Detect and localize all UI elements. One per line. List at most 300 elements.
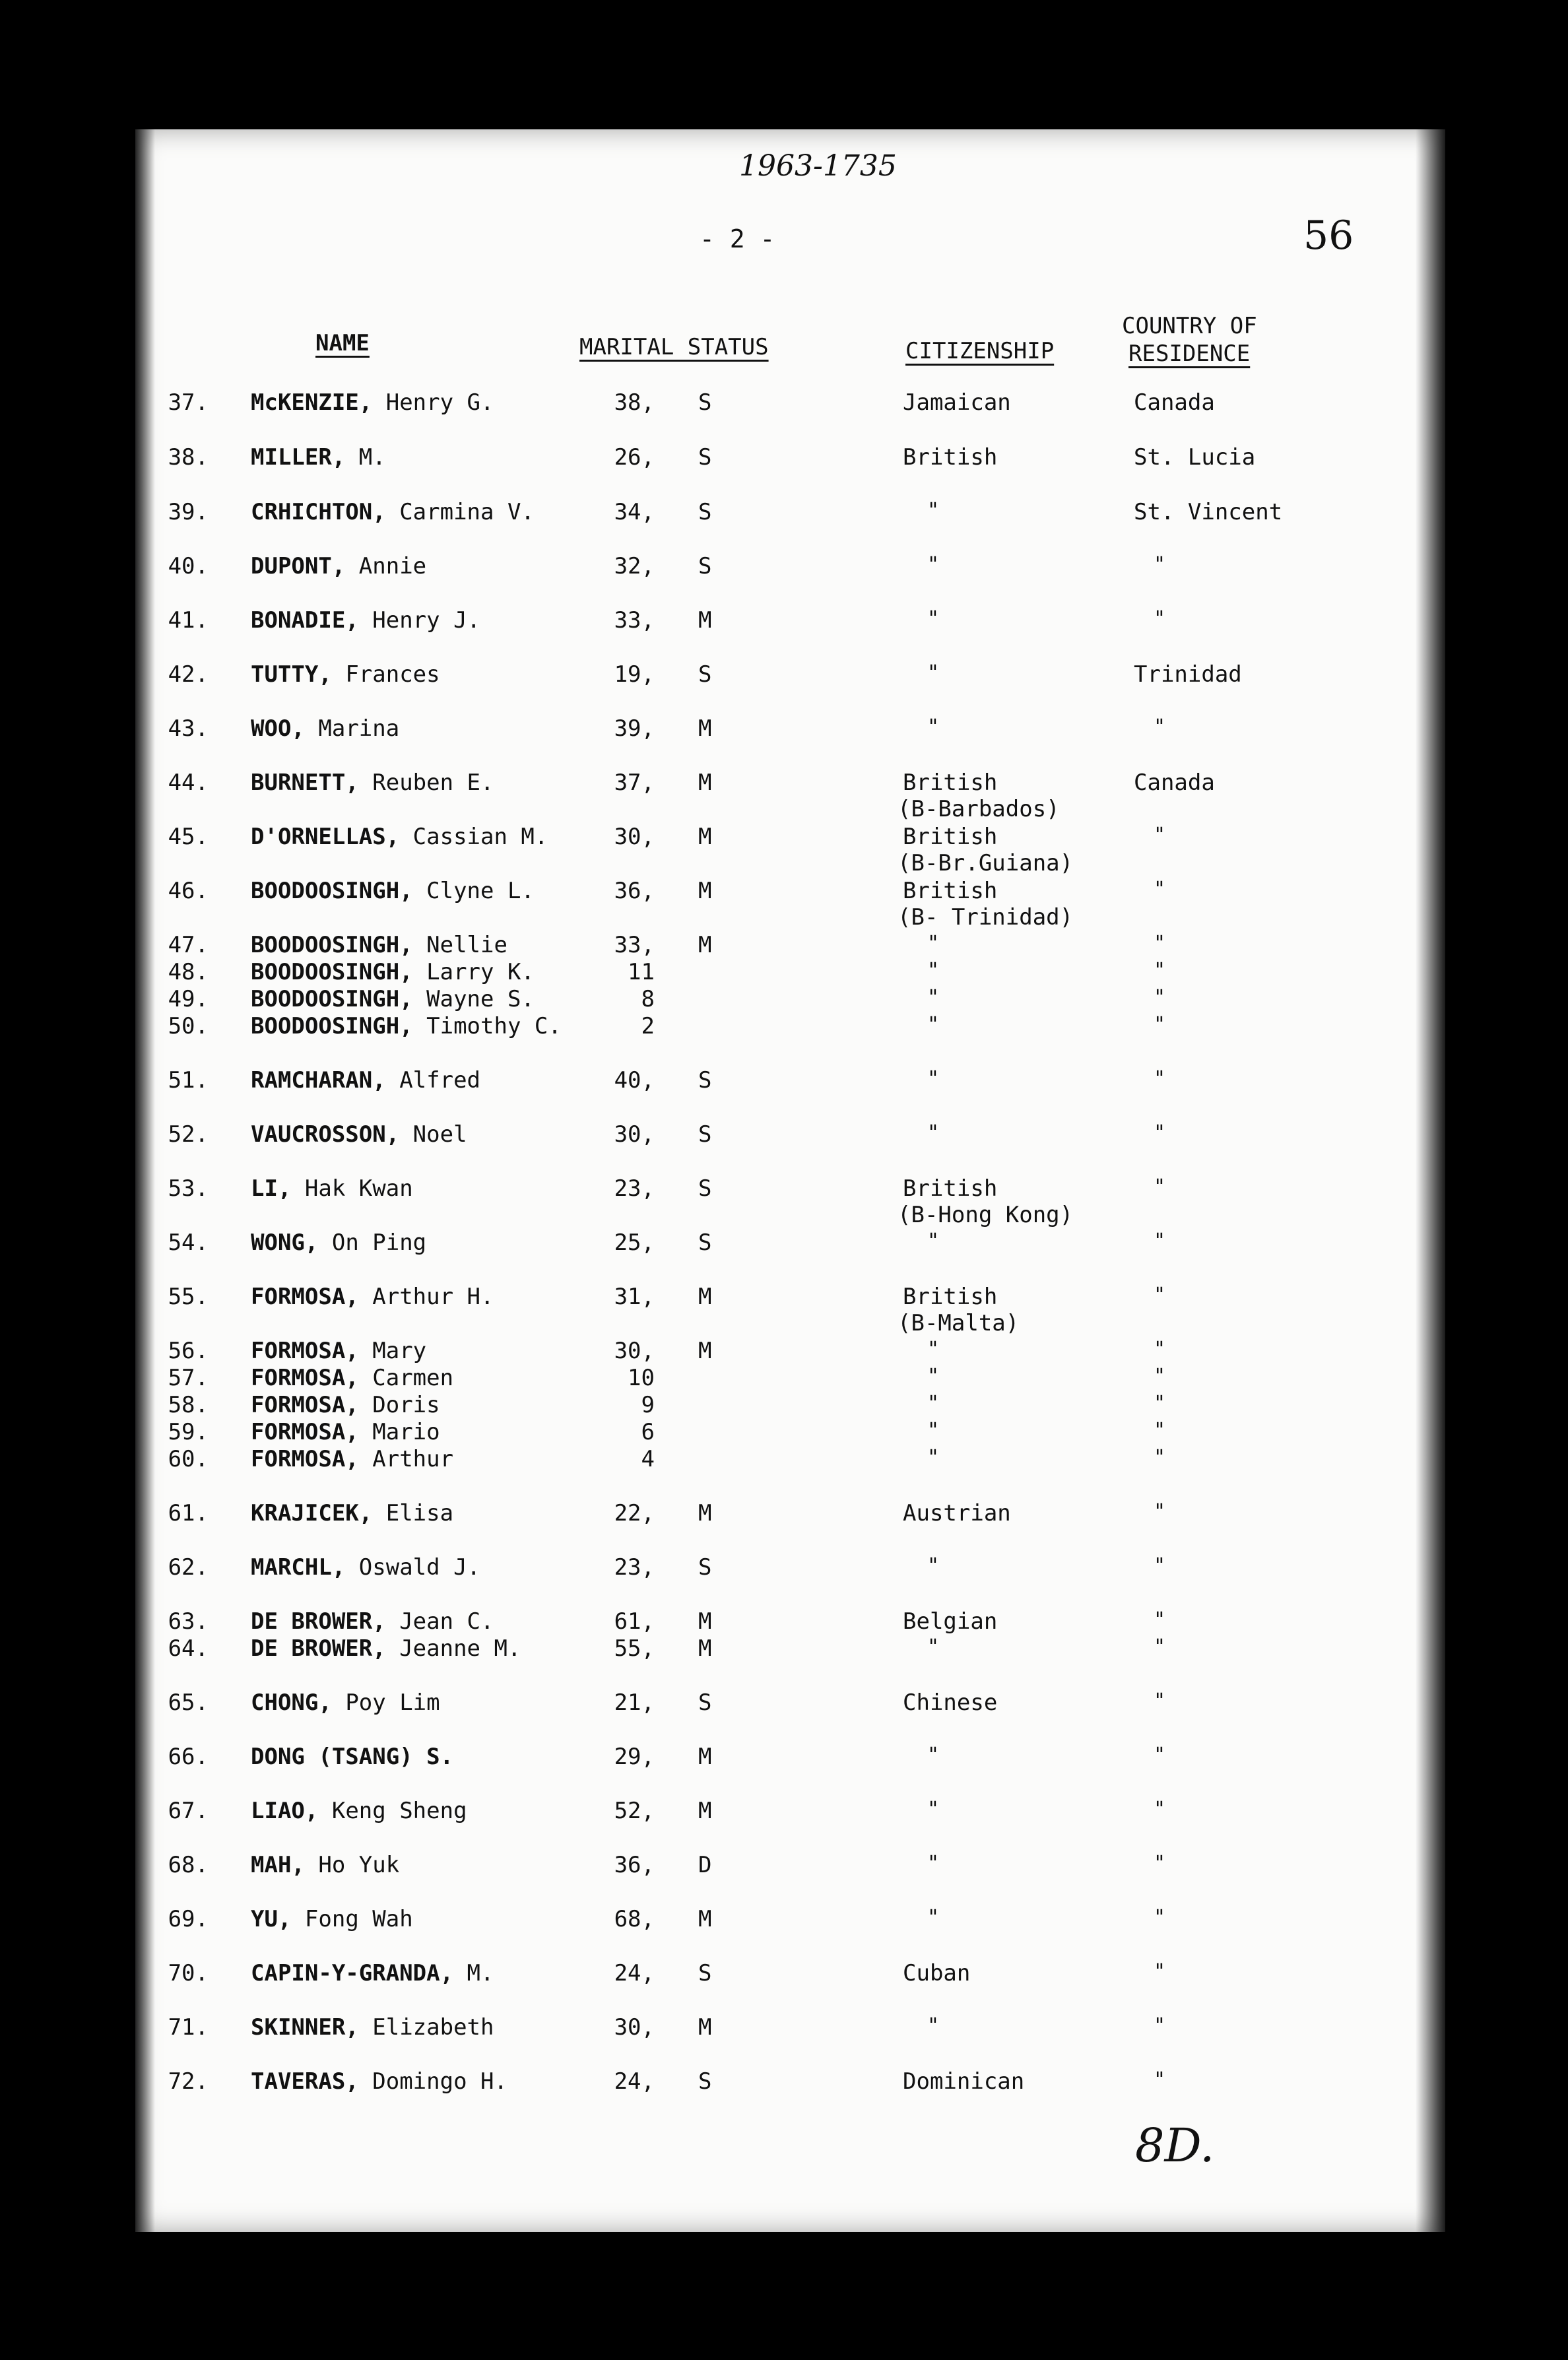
citizenship: British <box>903 770 998 796</box>
citizenship-note: (B-Br.Guiana) <box>898 850 1074 876</box>
surname: TUTTY, <box>251 661 332 688</box>
age: 30, <box>614 1338 655 1364</box>
country-of-residence: " <box>1154 1229 1166 1253</box>
surname: BOODOOSINGH, <box>251 1013 413 1039</box>
row-number: 55. <box>168 1284 209 1310</box>
citizenship: " <box>927 1419 940 1442</box>
row-number: 59. <box>168 1419 209 1445</box>
country-of-residence: " <box>1154 1365 1166 1388</box>
given-name: Nellie <box>426 932 507 958</box>
country-of-residence: " <box>1154 1338 1166 1361</box>
surname: DE BROWER, <box>251 1635 386 1662</box>
page-number: 56 <box>1303 213 1354 259</box>
table-row <box>0 1906 1568 1932</box>
person-name <box>251 1635 521 1662</box>
row-number: 51. <box>168 1067 209 1094</box>
marital-status: S <box>698 389 712 416</box>
row-number: 41. <box>168 607 209 634</box>
row-number: 68. <box>168 1852 209 1878</box>
surname: VAUCROSSON, <box>251 1121 400 1148</box>
citizenship: " <box>927 1798 940 1821</box>
given-name: Annie <box>358 553 427 579</box>
surname: BOODOOSINGH, <box>251 932 413 958</box>
citizenship: " <box>927 1365 940 1388</box>
row-number: 70. <box>168 1960 209 1986</box>
surname: BOODOOSINGH, <box>251 986 413 1012</box>
marital-status: M <box>698 770 712 796</box>
surname: D'ORNELLAS, <box>251 824 400 850</box>
table-row <box>0 607 1568 634</box>
marital-status: M <box>698 715 712 742</box>
given-name: Clyne L. <box>426 878 535 904</box>
age: 24, <box>614 1960 655 1986</box>
surname: SKINNER, <box>251 2014 359 2041</box>
table-row <box>0 1419 1568 1445</box>
row-number: 54. <box>168 1229 209 1256</box>
given-name: Fong Wah <box>304 1906 413 1932</box>
person-name <box>251 1229 426 1256</box>
table-row <box>0 1392 1568 1418</box>
country-of-residence: " <box>1154 1392 1166 1415</box>
age: 34, <box>614 499 655 525</box>
reference-number: 1963-1735 <box>739 149 897 183</box>
country-of-residence: " <box>1154 1121 1166 1144</box>
age: 39, <box>614 715 655 742</box>
marital-status: D <box>698 1852 712 1878</box>
surname: DONG (TSANG) S. <box>251 1744 454 1770</box>
person-name <box>251 1446 453 1472</box>
person-name <box>251 444 386 471</box>
row-number: 60. <box>168 1446 209 1472</box>
row-number: 58. <box>168 1392 209 1418</box>
country-of-residence: " <box>1154 986 1166 1009</box>
given-name: Poy Lim <box>345 1689 440 1716</box>
age: 61, <box>614 1608 655 1635</box>
table-row <box>0 1608 1568 1635</box>
row-number: 71. <box>168 2014 209 2041</box>
surname: MILLER, <box>251 444 346 471</box>
citizenship: " <box>927 499 940 522</box>
country-of-residence: " <box>1154 1798 1166 1821</box>
citizenship: " <box>927 1121 940 1144</box>
table-row <box>0 986 1568 1012</box>
row-number: 62. <box>168 1554 209 1581</box>
age: 2 <box>641 1013 655 1039</box>
table-row <box>0 1960 1568 1986</box>
table-row <box>0 1067 1568 1094</box>
citizenship: " <box>927 2014 940 2037</box>
table-row <box>0 878 1568 931</box>
header-citizenship: CITIZENSHIP <box>905 338 1055 364</box>
header-name: NAME <box>315 330 370 356</box>
person-name <box>251 1608 494 1635</box>
marital-status: S <box>698 1067 712 1094</box>
table-row <box>0 1365 1568 1391</box>
country-of-residence: " <box>1154 1635 1166 1658</box>
header-marital-status: MARITAL STATUS <box>579 334 769 360</box>
given-name: Hak Kwan <box>304 1175 413 1202</box>
row-number: 42. <box>168 661 209 688</box>
country-of-residence: " <box>1154 2014 1166 2037</box>
age: 21, <box>614 1689 655 1716</box>
person-name <box>251 1067 480 1094</box>
citizenship: " <box>927 553 940 576</box>
marital-status: S <box>698 444 712 471</box>
table-row <box>0 1284 1568 1336</box>
age: 68, <box>614 1906 655 1932</box>
person-name <box>251 824 548 850</box>
country-of-residence: " <box>1154 1175 1166 1198</box>
marital-status: M <box>698 878 712 904</box>
citizenship: " <box>927 607 940 630</box>
citizenship-note: (B- Trinidad) <box>898 904 1074 931</box>
marital-status: S <box>698 1554 712 1581</box>
row-number: 56. <box>168 1338 209 1364</box>
person-name <box>251 1013 562 1039</box>
table-row <box>0 1338 1568 1364</box>
citizenship: " <box>927 1229 940 1253</box>
person-name <box>251 499 535 525</box>
person-name <box>251 878 535 904</box>
row-number: 61. <box>168 1500 209 1526</box>
surname: BOODOOSINGH, <box>251 878 413 904</box>
person-name <box>251 959 535 985</box>
citizenship: " <box>927 1554 940 1577</box>
given-name: Oswald J. <box>358 1554 481 1581</box>
age: 32, <box>614 553 655 579</box>
age: 11 <box>628 959 655 985</box>
given-name: Henry G. <box>385 389 494 416</box>
surname: KRAJICEK, <box>251 1500 373 1526</box>
country-of-residence: " <box>1154 1419 1166 1442</box>
surname: CRHICHTON, <box>251 499 386 525</box>
given-name: Arthur H. <box>372 1284 494 1310</box>
given-name: Doris <box>372 1392 440 1418</box>
country-of-residence: " <box>1154 1500 1166 1523</box>
person-name <box>251 553 426 579</box>
age: 52, <box>614 1798 655 1824</box>
country-of-residence: " <box>1154 824 1166 847</box>
citizenship: " <box>927 715 940 738</box>
person-name <box>251 1121 467 1148</box>
given-name: Carmina V. <box>399 499 535 525</box>
person-name <box>251 1392 440 1418</box>
row-number: 57. <box>168 1365 209 1391</box>
age: 24, <box>614 2068 655 2095</box>
person-name <box>251 1338 426 1364</box>
surname: FORMOSA, <box>251 1446 359 1472</box>
row-number: 69. <box>168 1906 209 1932</box>
surname: DE BROWER, <box>251 1608 386 1635</box>
citizenship: British <box>903 1284 998 1310</box>
row-number: 52. <box>168 1121 209 1148</box>
table-row <box>0 2014 1568 2041</box>
table-row <box>0 1852 1568 1878</box>
given-name: Frances <box>345 661 440 688</box>
marital-status: S <box>698 661 712 688</box>
table-row <box>0 1229 1568 1256</box>
table-row <box>0 1175 1568 1228</box>
person-name <box>251 770 494 796</box>
citizenship: Dominican <box>903 2068 1025 2095</box>
age: 29, <box>614 1744 655 1770</box>
person-name <box>251 986 535 1012</box>
marital-status: M <box>698 1284 712 1310</box>
surname: FORMOSA, <box>251 1365 359 1391</box>
surname: MAH, <box>251 1852 305 1878</box>
person-name <box>251 1960 494 1986</box>
table-row <box>0 1121 1568 1148</box>
age: 10 <box>628 1365 655 1391</box>
surname: DUPONT, <box>251 553 346 579</box>
given-name: Wayne S. <box>426 986 535 1012</box>
row-number: 49. <box>168 986 209 1012</box>
surname: BURNETT, <box>251 770 359 796</box>
citizenship: British <box>903 444 998 471</box>
row-number: 44. <box>168 770 209 796</box>
given-name: Mary <box>372 1338 427 1364</box>
given-name: M. <box>358 444 386 471</box>
citizenship: " <box>927 1338 940 1361</box>
country-of-residence: " <box>1154 1744 1166 1767</box>
marital-status: S <box>698 1689 712 1716</box>
country-of-residence: " <box>1154 1554 1166 1577</box>
surname: BONADIE, <box>251 607 359 634</box>
country-of-residence: " <box>1154 1960 1166 1983</box>
country-of-residence: Trinidad <box>1134 661 1242 688</box>
citizenship: " <box>927 1446 940 1469</box>
row-number: 43. <box>168 715 209 742</box>
country-of-residence: " <box>1154 878 1166 901</box>
surname: TAVERAS, <box>251 2068 359 2095</box>
person-name <box>251 1852 399 1878</box>
given-name: Alfred <box>399 1067 481 1094</box>
surname: WOO, <box>251 715 305 742</box>
surname: FORMOSA, <box>251 1392 359 1418</box>
citizenship: " <box>927 1906 940 1929</box>
citizenship-note: (B-Malta) <box>898 1310 1020 1336</box>
age: 30, <box>614 2014 655 2041</box>
row-number: 65. <box>168 1689 209 1716</box>
person-name <box>251 1744 453 1770</box>
age: 19, <box>614 661 655 688</box>
marital-status: S <box>698 1960 712 1986</box>
age: 8 <box>641 986 655 1012</box>
table-row <box>0 824 1568 876</box>
table-row <box>0 1635 1568 1662</box>
citizenship: Cuban <box>903 1960 971 1986</box>
surname: FORMOSA, <box>251 1419 359 1445</box>
country-of-residence: " <box>1154 1067 1166 1090</box>
marital-status: M <box>698 2014 712 2041</box>
table-row <box>0 959 1568 985</box>
row-number: 39. <box>168 499 209 525</box>
age: 55, <box>614 1635 655 1662</box>
row-number: 48. <box>168 959 209 985</box>
person-name <box>251 2068 507 2095</box>
citizenship: " <box>927 1013 940 1036</box>
table-row <box>0 932 1568 958</box>
citizenship: " <box>927 661 940 684</box>
age: 6 <box>641 1419 655 1445</box>
country-of-residence: " <box>1154 1446 1166 1469</box>
marital-status: S <box>698 553 712 579</box>
surname: FORMOSA, <box>251 1284 359 1310</box>
table-row <box>0 1500 1568 1526</box>
citizenship: British <box>903 824 998 850</box>
surname: FORMOSA, <box>251 1338 359 1364</box>
table-row <box>0 770 1568 822</box>
given-name: Jean C. <box>399 1608 494 1635</box>
given-name: On Ping <box>331 1229 427 1256</box>
person-name <box>251 1175 413 1202</box>
row-number: 63. <box>168 1608 209 1635</box>
country-of-residence: " <box>1154 1689 1166 1713</box>
country-of-residence: Canada <box>1134 389 1215 416</box>
citizenship: " <box>927 1744 940 1767</box>
surname: WONG, <box>251 1229 319 1256</box>
country-of-residence: " <box>1154 1284 1166 1307</box>
given-name: Keng Sheng <box>331 1798 467 1824</box>
country-of-residence: " <box>1154 932 1166 955</box>
surname: LI, <box>251 1175 292 1202</box>
row-number: 66. <box>168 1744 209 1770</box>
table-row <box>0 1798 1568 1824</box>
marital-status: M <box>698 932 712 958</box>
age: 4 <box>641 1446 655 1472</box>
citizenship: Jamaican <box>903 389 1011 416</box>
table-row <box>0 1689 1568 1716</box>
country-of-residence: St. Vincent <box>1134 499 1283 525</box>
citizenship: " <box>927 932 940 955</box>
row-number: 64. <box>168 1635 209 1662</box>
marital-status: S <box>698 1229 712 1256</box>
table-row <box>0 661 1568 688</box>
table-row <box>0 499 1568 525</box>
header-country-line2: RESIDENCE <box>1128 341 1251 367</box>
surname: YU, <box>251 1906 292 1932</box>
table-row <box>0 1013 1568 1039</box>
given-name: Arthur <box>372 1446 454 1472</box>
age: 36, <box>614 878 655 904</box>
marital-status: M <box>698 1906 712 1932</box>
country-of-residence: " <box>1154 1013 1166 1036</box>
given-name: M. <box>467 1960 494 1986</box>
age: 37, <box>614 770 655 796</box>
country-of-residence: Canada <box>1134 770 1215 796</box>
age: 26, <box>614 444 655 471</box>
marital-status: M <box>698 1338 712 1364</box>
row-number: 53. <box>168 1175 209 1202</box>
citizenship: " <box>927 1392 940 1415</box>
given-name: Noel <box>412 1121 467 1148</box>
citizenship: " <box>927 1067 940 1090</box>
table-row <box>0 1446 1568 1472</box>
handwritten-signature: 8D. <box>1135 2118 1215 2173</box>
row-number: 50. <box>168 1013 209 1039</box>
table-row <box>0 553 1568 579</box>
citizenship: Belgian <box>903 1608 998 1635</box>
citizenship: " <box>927 1635 940 1658</box>
person-name <box>251 389 494 416</box>
citizenship-note: (B-Barbados) <box>898 796 1060 822</box>
table-row <box>0 1554 1568 1581</box>
age: 30, <box>614 824 655 850</box>
marital-status: M <box>698 1744 712 1770</box>
marital-status: M <box>698 607 712 634</box>
given-name: Elisa <box>385 1500 454 1526</box>
person-name <box>251 1365 453 1391</box>
citizenship: British <box>903 1175 998 1202</box>
row-number: 67. <box>168 1798 209 1824</box>
person-name <box>251 1554 480 1581</box>
person-name <box>251 1419 440 1445</box>
citizenship: " <box>927 959 940 982</box>
citizenship: " <box>927 1852 940 1875</box>
country-of-residence: " <box>1154 1608 1166 1631</box>
given-name: Marina <box>318 715 400 742</box>
person-name <box>251 1689 440 1716</box>
person-name <box>251 607 480 634</box>
citizenship-note: (B-Hong Kong) <box>898 1202 1074 1228</box>
row-number: 40. <box>168 553 209 579</box>
age: 23, <box>614 1175 655 1202</box>
person-name <box>251 1500 453 1526</box>
person-name <box>251 1284 494 1310</box>
person-name <box>251 661 440 688</box>
marital-status: M <box>698 1635 712 1662</box>
given-name: Ho Yuk <box>318 1852 400 1878</box>
table-row <box>0 389 1568 416</box>
marital-status: M <box>698 1798 712 1824</box>
age: 33, <box>614 607 655 634</box>
age: 31, <box>614 1284 655 1310</box>
country-of-residence: " <box>1154 1906 1166 1929</box>
marital-status: S <box>698 499 712 525</box>
country-of-residence: " <box>1154 553 1166 576</box>
given-name: Carmen <box>372 1365 454 1391</box>
age: 30, <box>614 1121 655 1148</box>
marital-status: M <box>698 1500 712 1526</box>
age: 40, <box>614 1067 655 1094</box>
given-name: Larry K. <box>426 959 535 985</box>
row-number: 72. <box>168 2068 209 2095</box>
age: 25, <box>614 1229 655 1256</box>
citizenship: Chinese <box>903 1689 998 1716</box>
given-name: Cassian M. <box>412 824 548 850</box>
row-number: 38. <box>168 444 209 471</box>
row-number: 47. <box>168 932 209 958</box>
country-of-residence: " <box>1154 959 1166 982</box>
table-row <box>0 2068 1568 2095</box>
citizenship: " <box>927 986 940 1009</box>
marital-status: S <box>698 1121 712 1148</box>
row-number: 45. <box>168 824 209 850</box>
age: 38, <box>614 389 655 416</box>
citizenship: British <box>903 878 998 904</box>
row-number: 37. <box>168 389 209 416</box>
person-name <box>251 2014 494 2041</box>
table-row <box>0 715 1568 742</box>
country-of-residence: " <box>1154 2068 1166 2091</box>
person-name <box>251 932 507 958</box>
age: 22, <box>614 1500 655 1526</box>
given-name: Domingo H. <box>372 2068 507 2095</box>
country-of-residence: " <box>1154 607 1166 630</box>
given-name: Henry J. <box>372 607 481 634</box>
surname: MARCHL, <box>251 1554 346 1581</box>
citizenship: Austrian <box>903 1500 1011 1526</box>
